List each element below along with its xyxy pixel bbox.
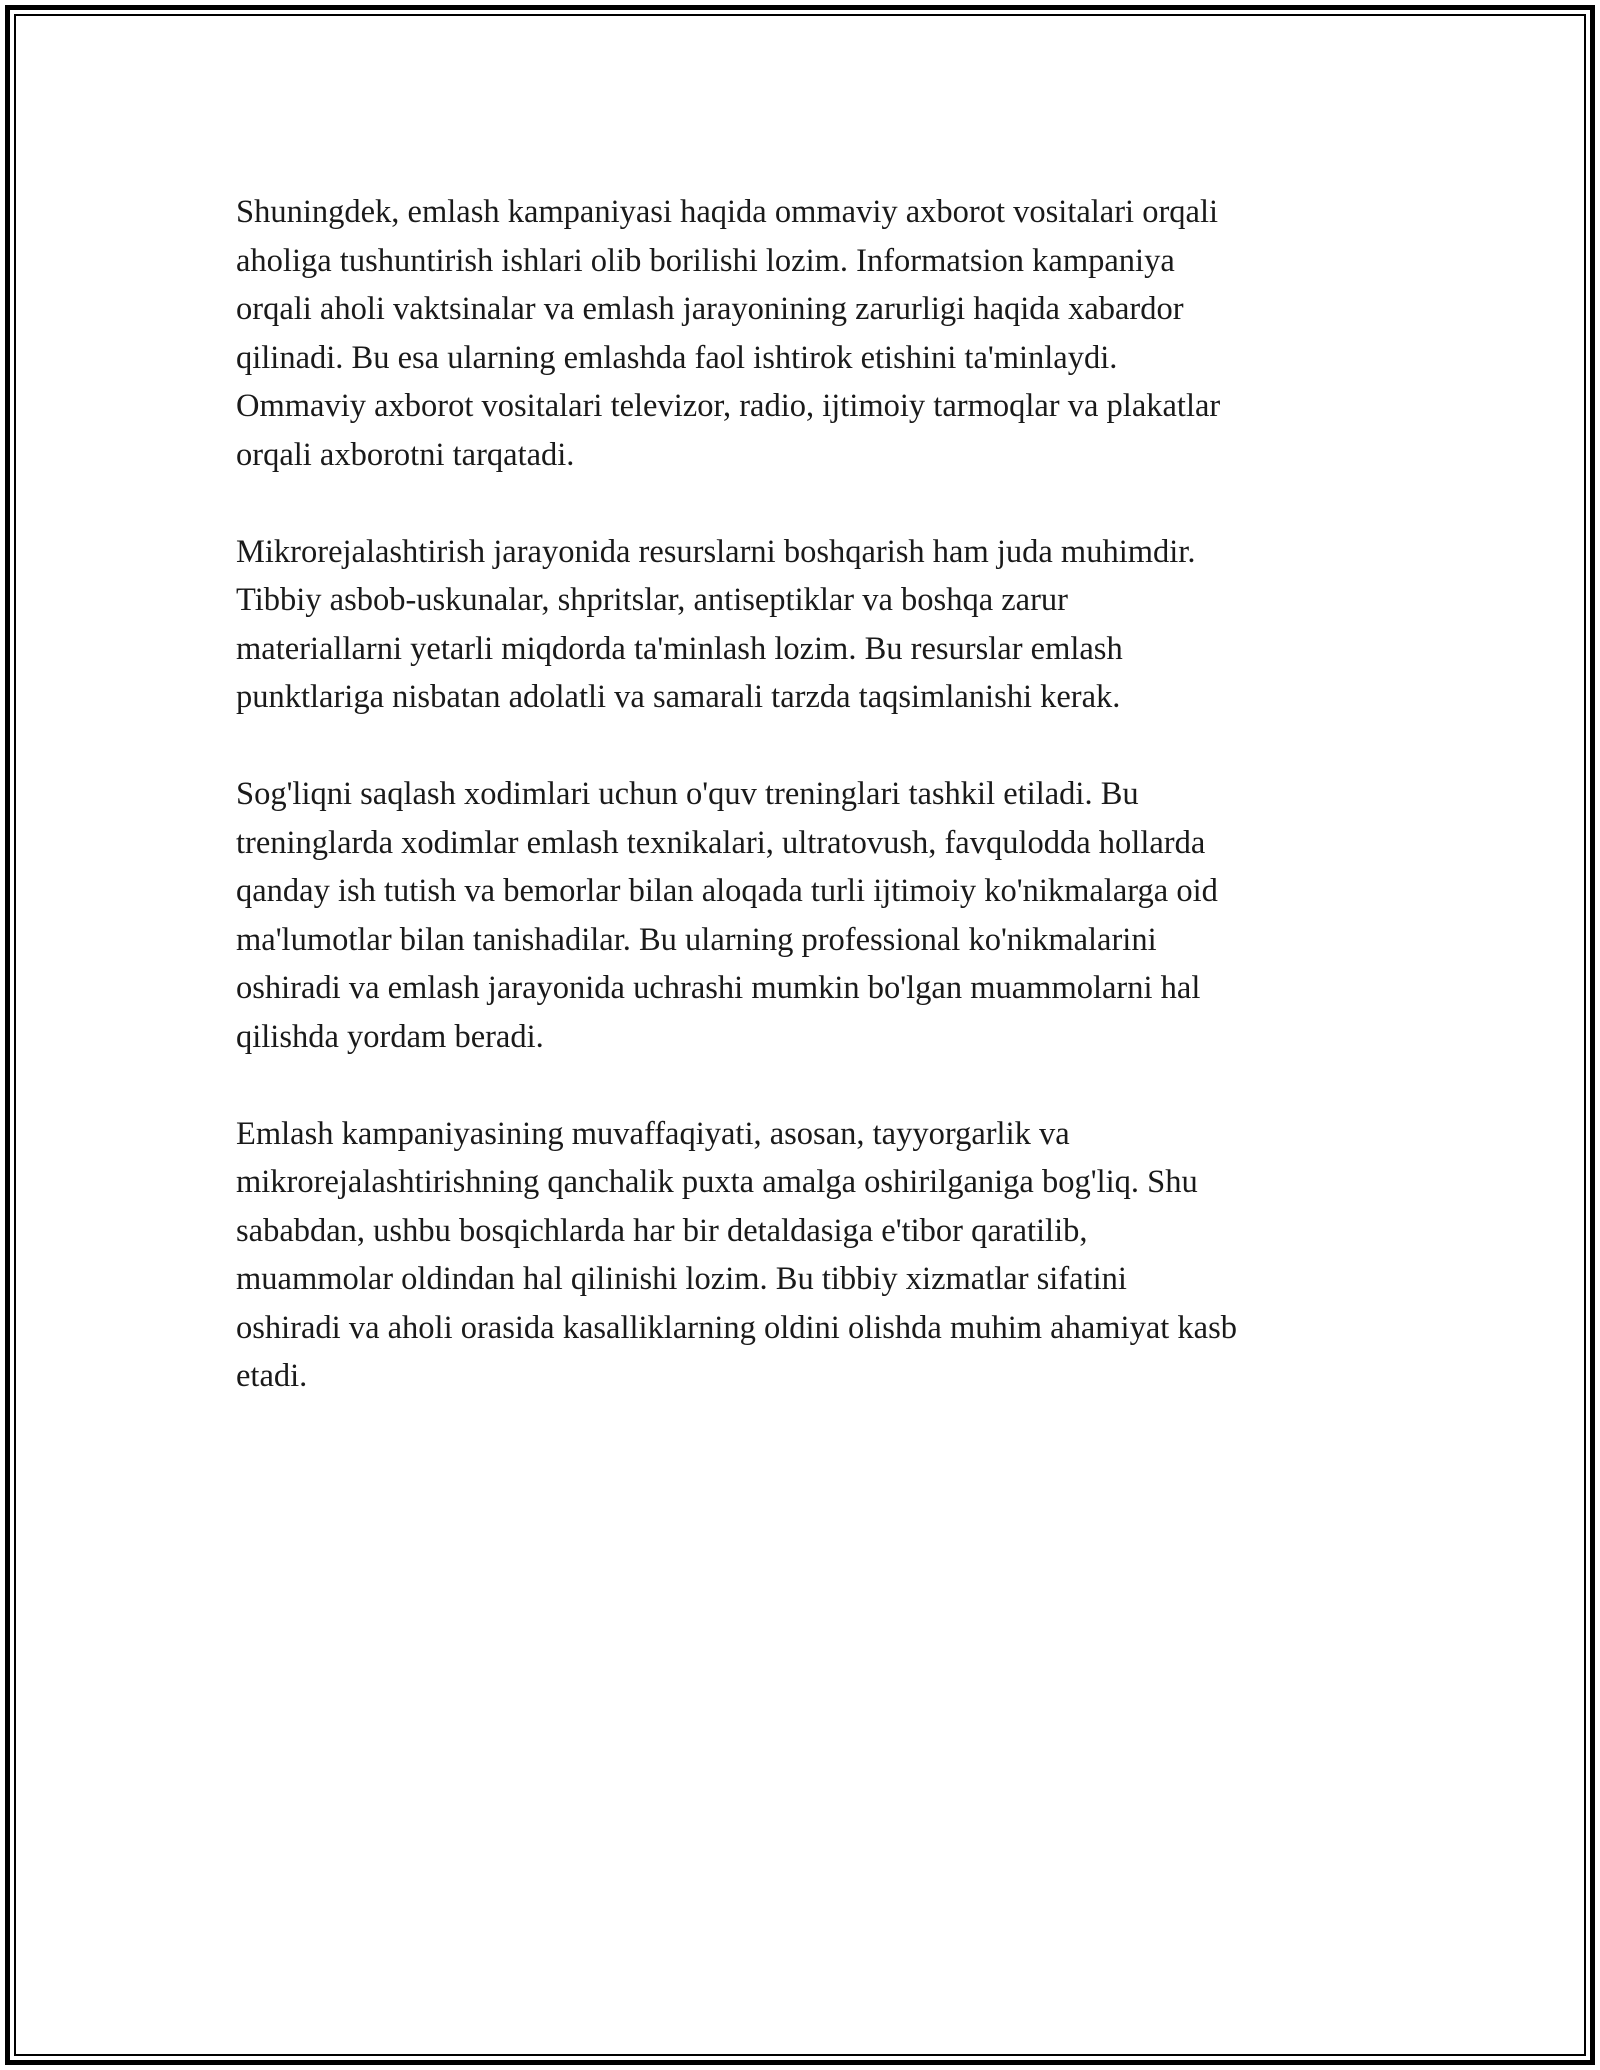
- text-line: Sog'liqni saqlash xodimlari uchun o'quv treninglari tashkil etiladi. Bu: [236, 776, 1139, 812]
- paragraph: [236, 528, 1386, 722]
- paragraph: [236, 1110, 1386, 1401]
- paragraph: [236, 188, 1386, 479]
- text-line: Emlash kampaniyasining muvaffaqiyati, asosan, tayyorgarlik va: [236, 1115, 1070, 1152]
- text-line: aholiga tushuntirish ishlari olib borilishi lozim. Informatsion kampaniya: [236, 242, 1175, 279]
- text-line: muammolar oldindan hal qilinishi lozim. Bu tibbiy xizmatlar sifatini: [236, 1261, 1127, 1297]
- text-line: ma'lumotlar bilan tanishadilar. Bu ularning professional ko'nikmalarini: [236, 921, 1157, 958]
- text-line: oshiradi va aholi orasida kasalliklarning oldini olishda muhim ahamiyat kasb: [236, 1309, 1237, 1346]
- text-line: materiallarni yetarli miqdorda ta'minlash lozim. Bu resurslar emlash: [236, 630, 1123, 667]
- text-line: etadi.: [236, 1358, 308, 1394]
- text-line: Shuningdek, emlash kampaniyasi haqida ommaviy axborot vositalari orqali: [236, 194, 1219, 230]
- text-line: Mikrorejalashtirish jarayonida resurslarni boshqarish ham juda muhimdir.: [236, 533, 1196, 570]
- text-line: sababdan, ushbu bosqichlarda har bir detaldasiga e'tibor qaratilib,: [236, 1212, 1088, 1249]
- text-line: orqali aholi vaktsinalar va emlash jarayonining zarurligi haqida xabardor: [236, 291, 1184, 327]
- document-body: [236, 188, 1386, 1449]
- text-line: treninglarda xodimlar emlash texnikalari, ultratovush, favqulodda hollarda: [236, 824, 1206, 861]
- text-line: qilinadi. Bu esa ularning emlashda faol ishtirok etishini ta'minlaydi.: [236, 339, 1118, 376]
- text-line: mikrorejalashtirishning qanchalik puxta amalga oshirilganiga bog'liq. Shu: [236, 1164, 1198, 1200]
- text-line: punktlariga nisbatan adolatli va samarali tarzda taqsimlanishi kerak.: [236, 679, 1121, 715]
- text-line: Ommaviy axborot vositalari televizor, radio, ijtimoiy tarmoqlar va plakatlar: [236, 388, 1221, 424]
- text-line: qanday ish tutish va bemorlar bilan aloqada turli ijtimoiy ko'nikmalarga oid: [236, 873, 1218, 909]
- text-line: Tibbiy asbob-uskunalar, shpritslar, antiseptiklar va boshqa zarur: [236, 582, 1069, 618]
- paragraph: [236, 770, 1386, 1061]
- text-line: orqali axborotni tarqatadi.: [236, 436, 575, 473]
- text-line: qilishda yordam beradi.: [236, 1018, 544, 1055]
- text-line: oshiradi va emlash jarayonida uchrashi mumkin bo'lgan muammolarni hal: [236, 970, 1201, 1006]
